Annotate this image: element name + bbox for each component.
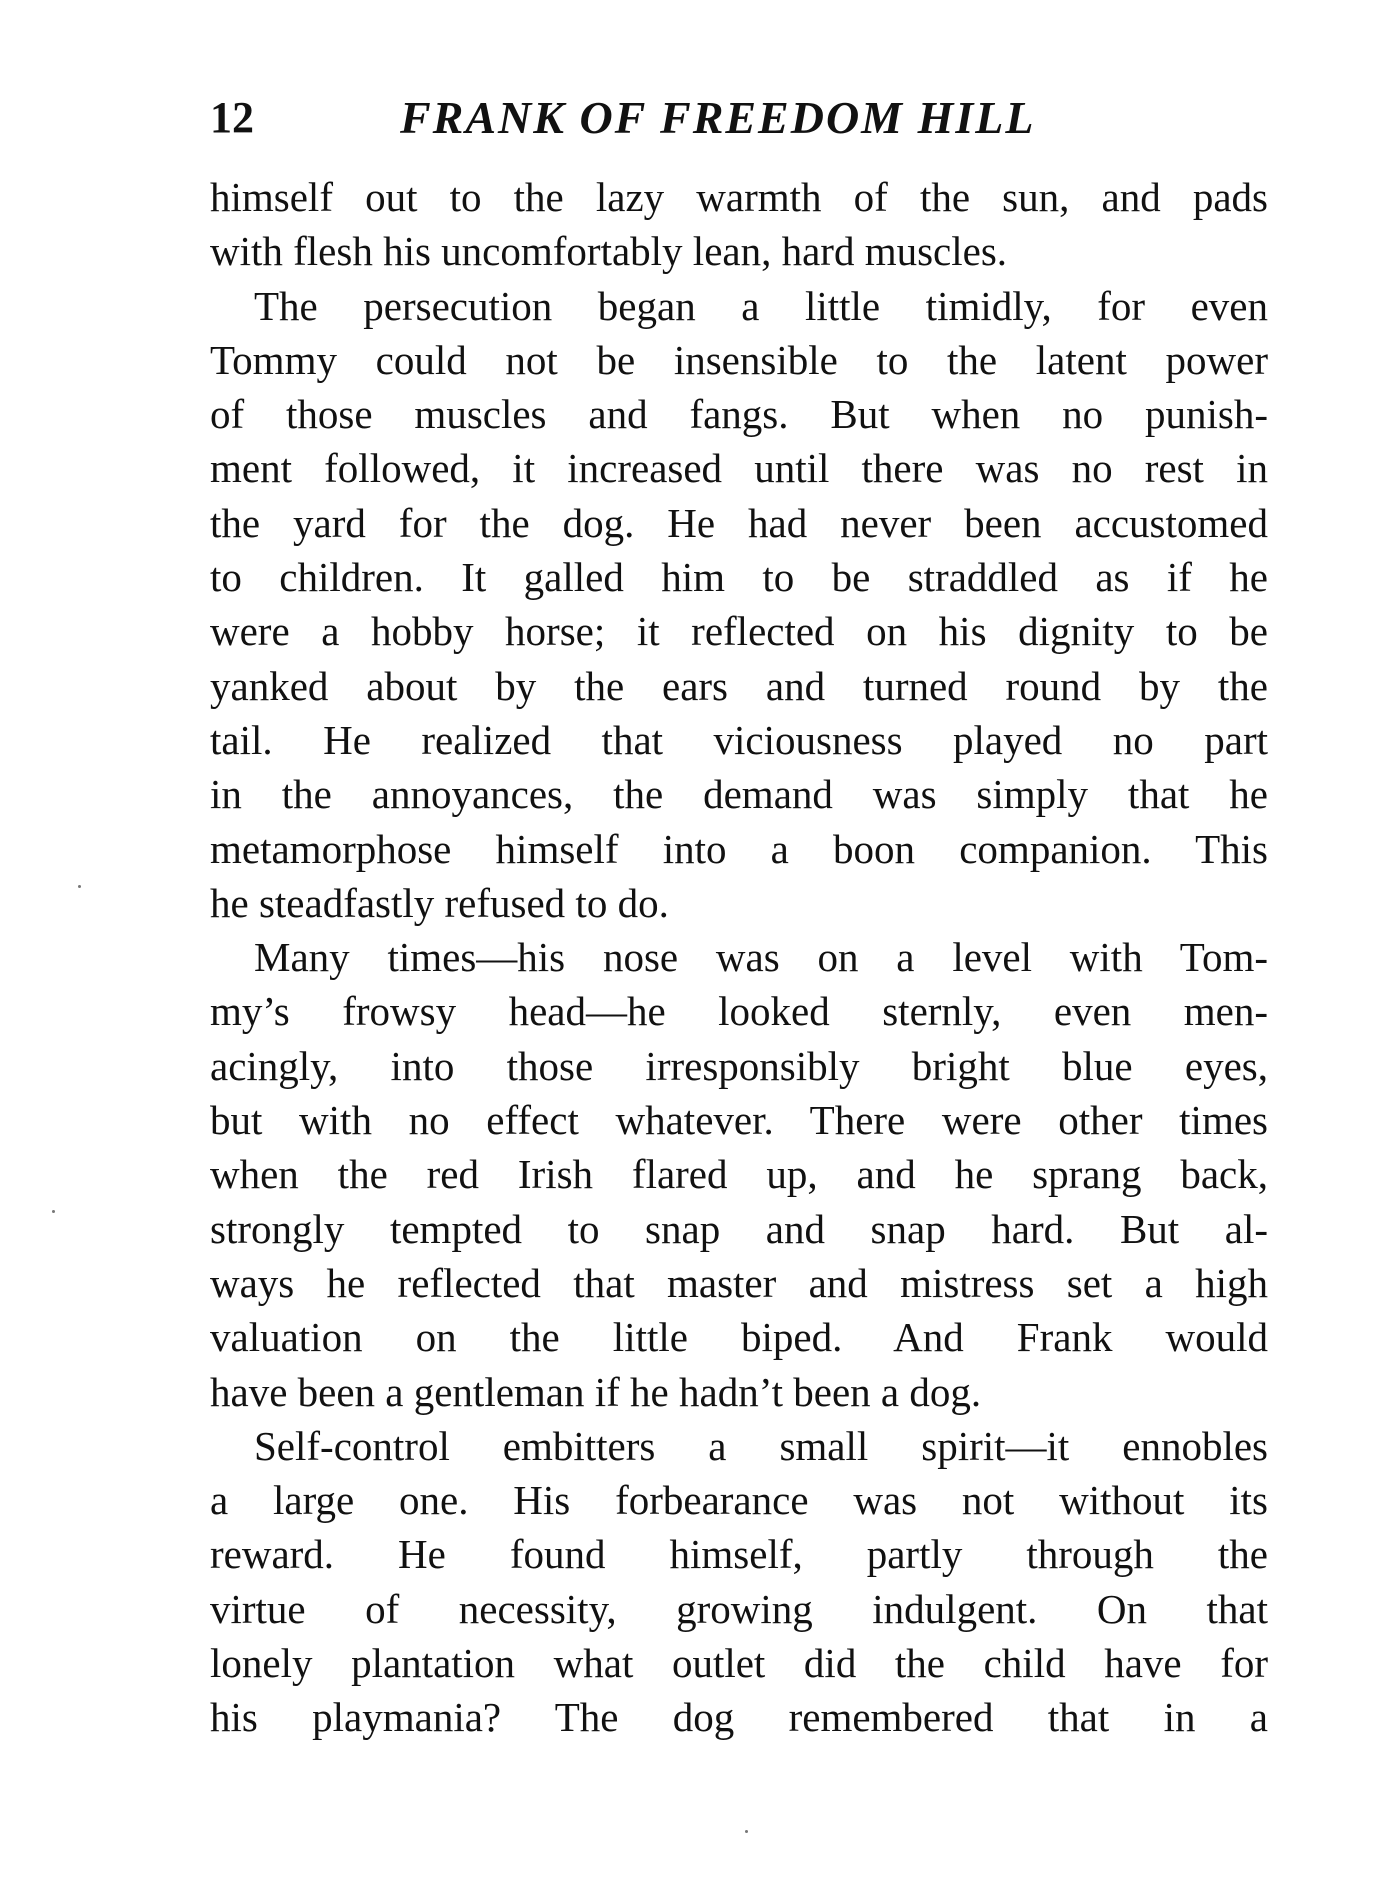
text-line: Tommy could not be insensible to the latent power — [210, 336, 1268, 383]
scan-speck — [52, 1210, 55, 1213]
running-head — [210, 88, 1268, 148]
book-title: FRANK OF FREEDOM HILL — [400, 92, 1036, 143]
text-line: himself out to the lazy warmth of the sun, and pads — [210, 174, 1268, 220]
text-line: valuation on the little biped. And Frank would — [210, 1314, 1268, 1361]
text-line: ways he reflected that master and mistress set a high — [210, 1259, 1268, 1306]
text-line: a large one. His forbearance was not without its — [210, 1477, 1268, 1524]
text-line: have been a gentleman if he hadn’t been a dog. — [210, 1368, 982, 1415]
text-line: he steadfastly refused to do. — [210, 879, 669, 926]
scan-speck — [745, 1830, 748, 1833]
text-line: the yard for the dog. He had never been accustomed — [210, 499, 1268, 546]
text-line: metamorphose himself into a boon companion. This — [210, 825, 1268, 872]
text-line: ment followed, it increased until there was no rest in — [210, 445, 1268, 492]
text-line: when the red Irish flared up, and he sprang back, — [210, 1151, 1268, 1198]
text-line: with flesh his uncomfortably lean, hard muscles. — [210, 228, 1008, 275]
text-line: Many times—his nose was on a level with Tom- — [254, 934, 1268, 981]
text-line: in the annoyances, the demand was simply that he — [210, 771, 1268, 818]
scan-speck — [78, 885, 81, 888]
text-line: my’s frowsy head—he looked sternly, even men- — [210, 988, 1268, 1035]
paragraph — [210, 930, 1268, 1419]
text-line: but with no effect whatever. There were other times — [210, 1097, 1268, 1144]
text-line: lonely plantation what outlet did the child have for — [210, 1640, 1268, 1687]
body-text — [210, 170, 1268, 1745]
paragraph — [210, 279, 1268, 931]
paragraph-continued — [210, 170, 1268, 279]
text-line: strongly tempted to snap and snap hard. But al- — [210, 1205, 1268, 1252]
text-line: acingly, into those irresponsibly bright blue eyes, — [210, 1042, 1268, 1089]
text-line: tail. He realized that viciousness played no part — [210, 716, 1268, 763]
text-line: The persecution began a little timidly, for even — [254, 282, 1268, 329]
text-line: Self-control embitters a small spirit—it ennobles — [254, 1422, 1268, 1469]
text-line: of those muscles and fangs. But when no punish- — [210, 391, 1268, 438]
text-line: to children. It galled him to be straddled as if he — [210, 554, 1268, 601]
paragraph — [210, 1419, 1268, 1745]
text-line: yanked about by the ears and turned round by the — [210, 662, 1268, 709]
text-line: virtue of necessity, growing indulgent. On that — [210, 1585, 1268, 1632]
text-line: were a hobby horse; it reflected on his dignity to be — [210, 608, 1268, 655]
text-line: reward. He found himself, partly through the — [210, 1531, 1268, 1578]
page-number: 12 — [210, 93, 254, 142]
text-line: his playmania? The dog remembered that in a — [210, 1694, 1268, 1741]
